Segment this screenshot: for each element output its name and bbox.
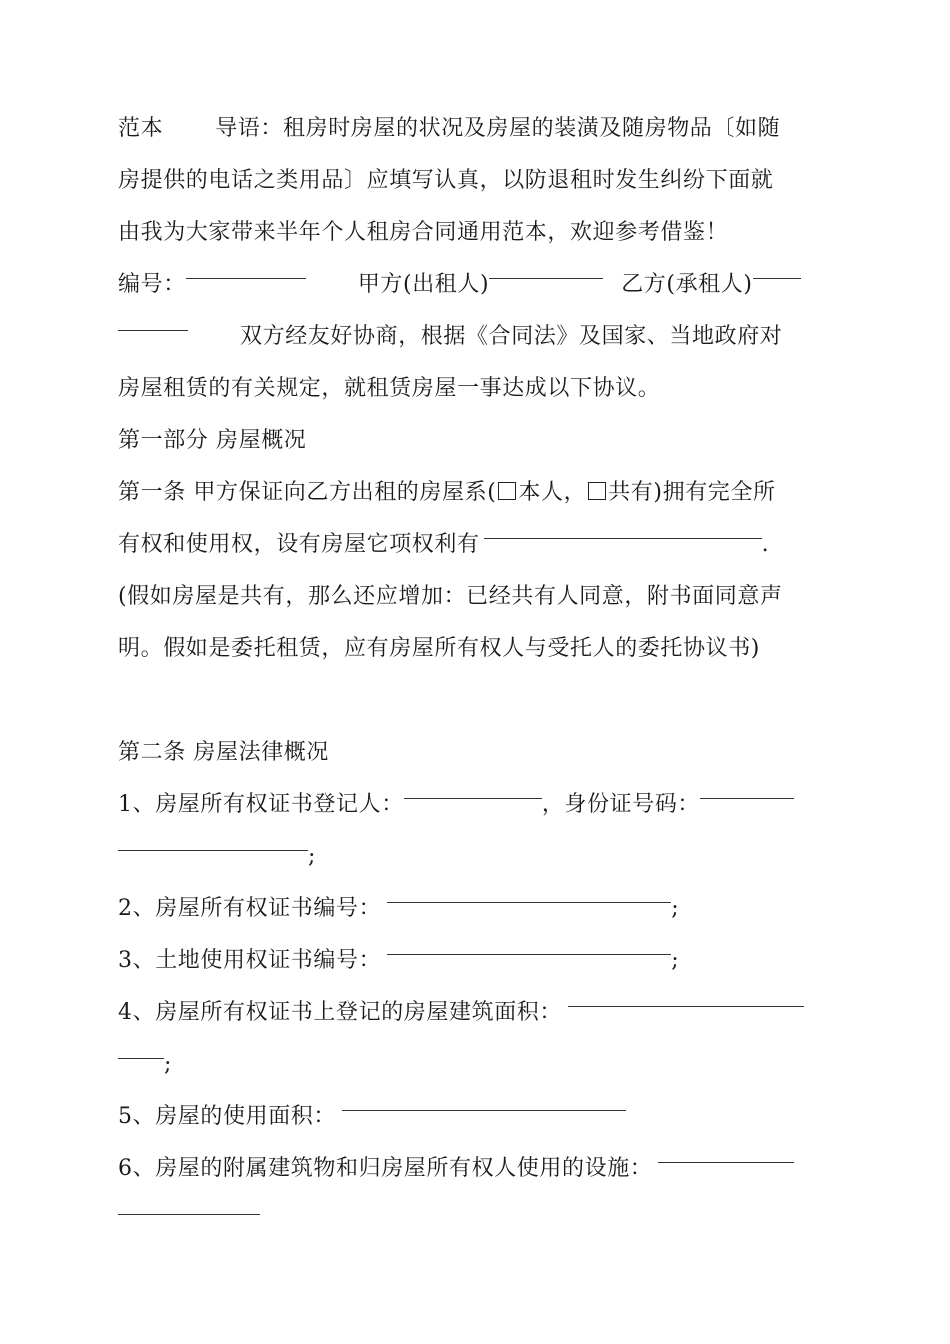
intro-line-3: [118, 207, 834, 259]
document-page: [118, 103, 834, 1247]
ownership-cert-blank: [387, 901, 671, 903]
agreement-text: 房屋租赁的有关规定，就租赁房屋一事达成以下协议。: [118, 376, 661, 401]
item-4-line: [118, 987, 834, 1039]
id-number-label: ，身份证号码：: [541, 792, 701, 817]
item-label: 3、土地使用权证书编号：: [118, 948, 382, 973]
semicolon: ;: [308, 844, 317, 869]
spacer: [118, 675, 834, 727]
usable-area-blank: [342, 1109, 626, 1111]
article-2-title: [118, 727, 834, 779]
agreement-text: 双方经友好协商，根据《合同法》及国家、当地政府对: [240, 324, 783, 349]
article-note: (假如房屋是共有，那么还应增加：已经共有人同意，附书面同意声: [118, 584, 783, 609]
article-text: )拥有完全所: [653, 480, 776, 505]
article-note: 明。假如是委托租赁，应有房屋所有权人与受托人的委托协议书): [118, 636, 760, 661]
option-self-label: 本人，: [518, 480, 587, 505]
intro-line-2: [118, 155, 834, 207]
item-label: 2、房屋所有权证书编号：: [118, 896, 382, 921]
item-1-line-cont: [118, 831, 834, 883]
item-5-line: [118, 1091, 834, 1143]
article-text: 第一条 甲方保证向乙方出租的房屋系(: [118, 480, 497, 505]
semicolon: ;: [671, 948, 680, 973]
number-blank: [186, 277, 306, 279]
registrant-blank: [404, 797, 542, 799]
item-4-line-cont: [118, 1039, 834, 1091]
intro-line-1: [118, 103, 834, 155]
facilities-blank-cont: [118, 1213, 260, 1215]
item-3-line: [118, 935, 834, 987]
intro-text: 房提供的电话之类用品〕应填写认真，以防退租时发生纠纷下面就: [118, 168, 774, 193]
agreement-line-2: [118, 363, 834, 415]
item-label: 5、房屋的使用面积：: [118, 1104, 336, 1129]
semicolon: ;: [671, 896, 680, 921]
intro-tag: 范本: [118, 116, 164, 141]
item-6-line-cont: [118, 1195, 834, 1247]
party-b-label: 乙方(承租人): [621, 272, 753, 297]
article-1-line-2: [118, 519, 834, 571]
article-1-line-4: [118, 623, 834, 675]
agreement-line-1: [118, 311, 834, 363]
item-label: 4、房屋所有权证书上登记的房屋建筑面积：: [118, 1000, 562, 1025]
other-rights-blank: [484, 537, 762, 539]
party-b-blank: [753, 277, 801, 279]
facilities-blank: [658, 1161, 794, 1163]
parties-line: [118, 259, 834, 311]
option-shared-label: 共有: [608, 480, 654, 505]
period: .: [761, 532, 770, 557]
party-b-blank-cont: [118, 329, 188, 331]
article-1-line-1: [118, 467, 834, 519]
section-heading: 第二条 房屋法律概况: [118, 740, 329, 765]
number-label: 编号：: [118, 272, 186, 297]
section-heading: 第一部分 房屋概况: [118, 428, 307, 453]
intro-text: 导语：租房时房屋的状况及房屋的装潢及随房物品〔如随: [215, 116, 781, 141]
article-1-line-3: [118, 571, 834, 623]
party-a-label: 甲方(出租人): [357, 272, 490, 297]
item-label: 6、房屋的附属建筑物和归房屋所有权人使用的设施：: [118, 1156, 653, 1181]
part-1-title: [118, 415, 834, 467]
item-6-line: [118, 1143, 834, 1195]
id-number-blank: [700, 797, 794, 799]
article-text: 有权和使用权，设有房屋它项权利有: [118, 532, 480, 557]
item-label: 1、房屋所有权证书登记人：: [118, 792, 404, 817]
party-a-blank: [489, 277, 603, 279]
id-number-blank-cont: [118, 849, 308, 851]
intro-text: 由我为大家带来半年个人租房合同通用范本，欢迎参考借鉴！: [118, 220, 729, 245]
land-cert-blank: [387, 953, 671, 955]
floor-area-blank: [568, 1005, 804, 1007]
floor-area-blank-cont: [118, 1057, 164, 1059]
item-1-line: [118, 779, 834, 831]
item-2-line: [118, 883, 834, 935]
checkbox-shared[interactable]: [588, 482, 606, 500]
semicolon: ;: [164, 1052, 173, 1077]
checkbox-self[interactable]: [498, 482, 516, 500]
